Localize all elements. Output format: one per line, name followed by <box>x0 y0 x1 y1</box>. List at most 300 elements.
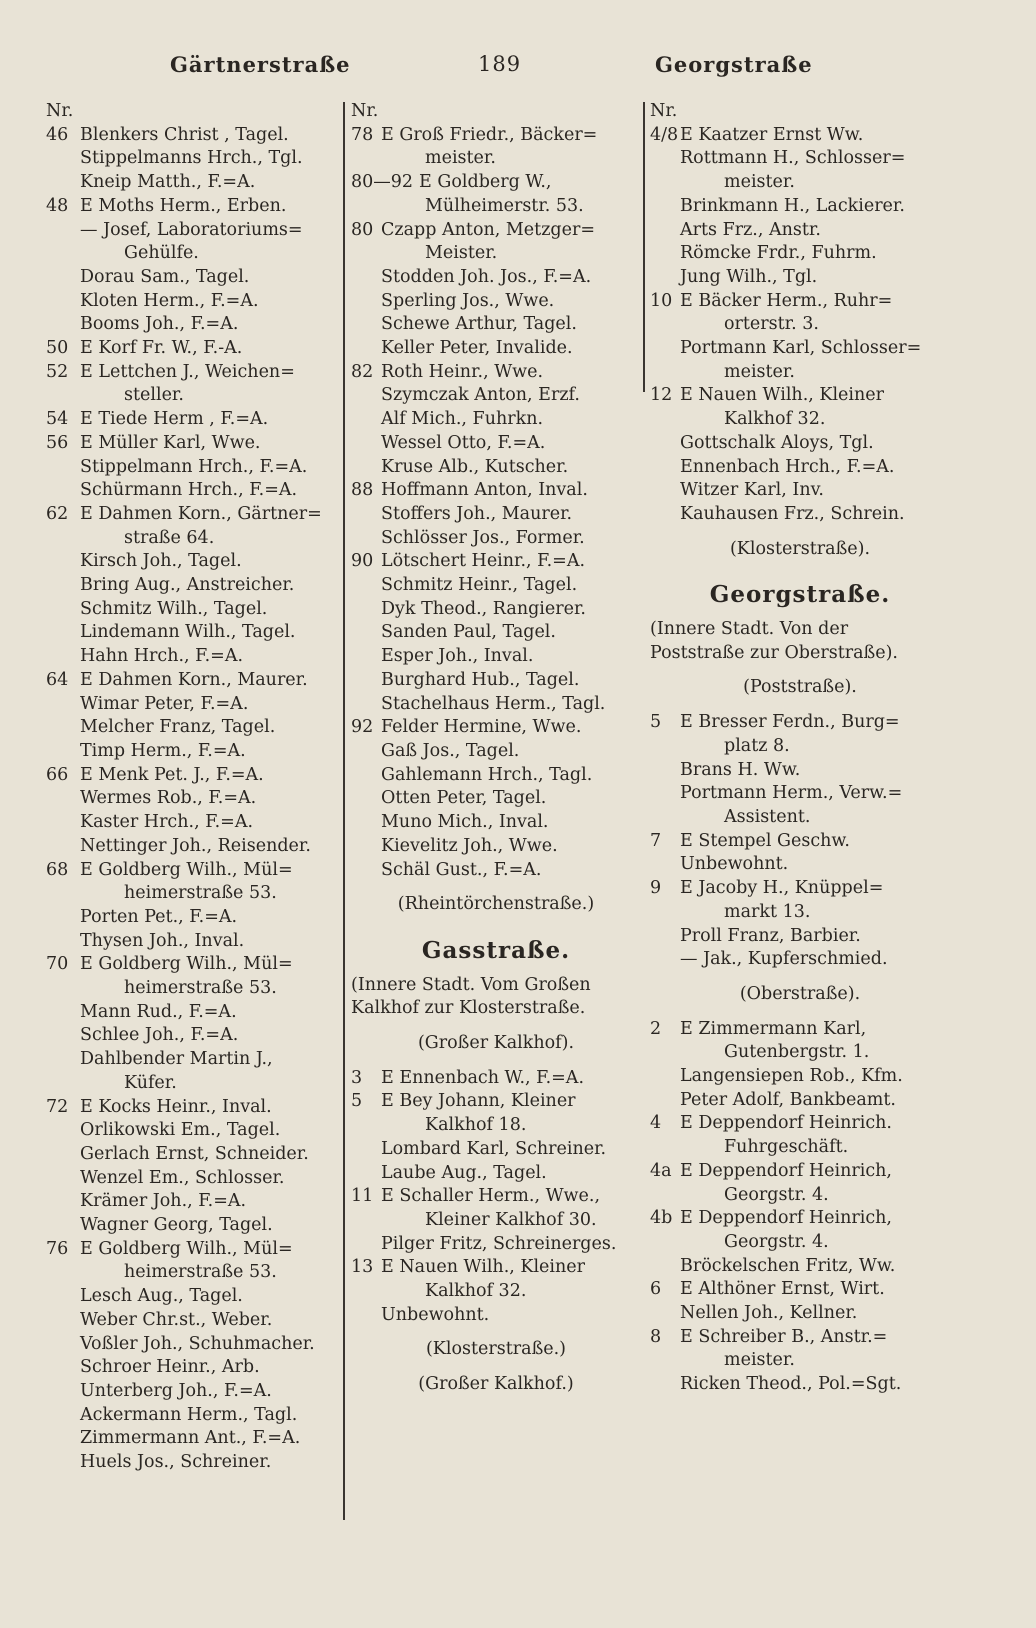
house-number <box>650 1302 680 1326</box>
house-number <box>46 1309 80 1333</box>
list-item <box>351 598 641 622</box>
list-item <box>351 195 641 219</box>
resident-entry: Orlikowski Em., Tagel. <box>80 1120 281 1141</box>
resident-entry: Keller Peter, Invalide. <box>381 338 573 359</box>
house-number <box>46 882 80 906</box>
resident-entry: E Lettchen J., Weichen= <box>80 361 295 382</box>
list-item <box>351 337 641 361</box>
list-item <box>46 100 340 124</box>
spacer <box>351 882 641 893</box>
resident-entry: E Ennenbach W., F.=A. <box>381 1067 585 1088</box>
house-number <box>650 503 680 527</box>
house-number <box>46 1190 80 1214</box>
resident-entry: E Nauen Wilh., Kleiner <box>680 385 884 406</box>
resident-entry: Kalkhof 32. <box>425 1281 527 1302</box>
resident-entry: Stippelmann Hrch., F.=A. <box>80 456 308 477</box>
house-number <box>650 432 680 456</box>
resident-entry: meister. <box>724 1350 795 1371</box>
list-item <box>46 195 340 219</box>
resident-entry: E Groß Friedr., Bäcker= <box>381 124 598 145</box>
list-item <box>650 171 950 195</box>
house-number: 68 <box>46 859 69 880</box>
list-item <box>650 1373 950 1397</box>
resident-entry: Roth Heinr., Wwe. <box>381 361 544 382</box>
list-item <box>351 384 641 408</box>
resident-entry: E Deppendorf Heinrich, <box>680 1208 892 1229</box>
house-number <box>351 574 381 598</box>
house-number <box>46 977 80 1001</box>
column-rule-right <box>643 102 645 392</box>
house-number <box>351 313 381 337</box>
list-item <box>46 361 340 385</box>
house-number <box>650 266 680 290</box>
resident-entry: Huels Jos., Schreiner. <box>80 1452 272 1473</box>
resident-entry: Wermes Rob., F.=A. <box>80 788 257 809</box>
list-item <box>351 266 641 290</box>
house-number: 82 <box>351 361 374 382</box>
list-item <box>46 384 340 408</box>
house-number: 7 <box>650 830 662 851</box>
resident-entry: Witzer Karl, Inv. <box>680 480 824 501</box>
list-item <box>46 621 340 645</box>
resident-entry: Gerlach Ernst, Schneider. <box>80 1143 309 1164</box>
resident-entry: Hahn Hrch., F.=A. <box>80 646 244 667</box>
list-item <box>46 266 340 290</box>
house-number <box>46 716 80 740</box>
house-number <box>46 1356 80 1380</box>
list-item <box>650 1160 950 1184</box>
list-item <box>46 1380 340 1404</box>
list-item <box>650 1065 950 1089</box>
resident-entry: Kaster Hrch., F.=A. <box>80 812 254 833</box>
house-number <box>351 1162 381 1186</box>
resident-entry: Zimmermann Ant., F.=A. <box>80 1428 301 1449</box>
house-number <box>650 759 680 783</box>
resident-entry: E Moths Herm., Erben. <box>80 195 287 216</box>
list-item <box>650 1018 950 1042</box>
list-item <box>46 787 340 811</box>
house-number <box>650 479 680 503</box>
list-item <box>46 740 340 764</box>
list-item <box>351 171 641 195</box>
house-number <box>650 195 680 219</box>
list-item <box>46 1001 340 1025</box>
list-item <box>46 1119 340 1143</box>
house-number <box>46 1380 80 1404</box>
list-item <box>650 711 950 735</box>
resident-entry: steller. <box>124 385 184 406</box>
column-3 <box>650 100 950 1397</box>
resident-entry: Mann Rud., F.=A. <box>80 1001 237 1022</box>
list-item <box>650 290 950 314</box>
resident-entry: Lombard Karl, Schreiner. <box>381 1138 607 1159</box>
resident-entry: E Kocks Heinr., Inval. <box>80 1096 272 1117</box>
house-number <box>650 806 680 830</box>
resident-entry: Schürmann Hrch., F.=A. <box>80 480 298 501</box>
house-number <box>46 906 80 930</box>
list-item <box>650 266 950 290</box>
resident-entry: Meister. <box>425 243 498 264</box>
house-number <box>46 527 80 551</box>
list-item <box>351 645 641 669</box>
house-number <box>46 384 80 408</box>
spacer <box>650 607 950 618</box>
house-number: 3 <box>351 1067 363 1088</box>
house-number <box>351 456 381 480</box>
house-number <box>650 1065 680 1089</box>
resident-entry: E Deppendorf Heinrich, <box>680 1160 892 1181</box>
resident-entry: Lötschert Heinr., F.=A. <box>381 551 586 572</box>
resident-entry: Gahlemann Hrch., Tagl. <box>381 764 593 785</box>
resident-entry: Mülheimerstr. 53. <box>425 195 584 216</box>
house-number: 88 <box>351 480 374 501</box>
resident-entry: E Althöner Ernst, Wirt. <box>680 1279 885 1300</box>
resident-entry: Ennenbach Hrch., F.=A. <box>680 456 895 477</box>
house-number <box>650 901 680 925</box>
list-item <box>650 806 950 830</box>
resident-entry: Portmann Karl, Schlosser= <box>680 338 922 359</box>
cross-street: (Klosterstraße). <box>729 538 871 559</box>
list-item <box>351 408 641 432</box>
resident-entry: Lindemann Wilh., Tagel. <box>80 622 296 643</box>
house-number: 4a <box>650 1160 672 1181</box>
house-number <box>351 384 381 408</box>
list-item <box>650 195 950 219</box>
list-item <box>46 503 340 527</box>
house-number: 90 <box>351 551 374 572</box>
list-item <box>650 759 950 783</box>
list-item <box>46 1048 340 1072</box>
house-number <box>351 147 381 171</box>
house-number <box>46 1451 80 1475</box>
list-item <box>351 550 641 574</box>
spacer <box>351 1056 641 1067</box>
list-item <box>351 479 641 503</box>
list-item <box>46 1261 340 1285</box>
list-item <box>46 1238 340 1262</box>
house-number: 50 <box>46 338 69 359</box>
list-item <box>351 693 641 717</box>
house-number <box>351 835 381 859</box>
list-item <box>351 1114 641 1138</box>
list-item <box>46 574 340 598</box>
house-number <box>46 550 80 574</box>
list-item <box>650 1112 950 1136</box>
resident-entry: E Müller Karl, Wwe. <box>80 432 261 453</box>
resident-entry: Gaß Jos., Tagel. <box>381 740 520 761</box>
house-number <box>46 1285 80 1309</box>
section-description: (Innere Stadt. Von der <box>650 619 849 640</box>
house-number <box>650 1041 680 1065</box>
list-item <box>650 361 950 385</box>
list-item <box>351 764 641 788</box>
resident-entry: Pilger Fritz, Schreinerges. <box>381 1233 617 1254</box>
resident-entry: Jung Wilh., Tgl. <box>680 266 818 287</box>
list-item <box>351 1185 641 1209</box>
house-number <box>650 171 680 195</box>
list-item <box>46 835 340 859</box>
resident-entry: Schroer Heinr., Arb. <box>80 1357 260 1378</box>
house-number <box>46 1143 80 1167</box>
resident-entry <box>680 100 950 124</box>
house-number: 4/8 <box>650 124 679 145</box>
house-number <box>351 598 381 622</box>
house-number: 8 <box>650 1326 662 1347</box>
list-item <box>351 1209 641 1233</box>
list-item <box>650 1041 950 1065</box>
house-number <box>46 171 80 195</box>
house-number <box>351 811 381 835</box>
resident-entry: Brans H. Ww. <box>680 759 801 780</box>
house-number <box>351 1280 381 1304</box>
house-number: 5 <box>351 1091 363 1112</box>
house-number: 6 <box>650 1279 662 1300</box>
resident-entry: orterstr. 3. <box>724 314 819 335</box>
list-item <box>46 147 340 171</box>
list-item <box>351 835 641 859</box>
resident-entry: heimerstraße 53. <box>124 883 277 904</box>
section-heading: Georgstraße. <box>709 581 891 609</box>
house-number <box>650 1373 680 1397</box>
list-item <box>351 361 641 385</box>
house-number <box>46 621 80 645</box>
house-number: 92 <box>351 717 374 738</box>
house-number <box>351 1138 381 1162</box>
house-number: Nr. <box>46 101 74 121</box>
resident-entry: Peter Adolf, Bankbeamt. <box>680 1089 896 1110</box>
resident-entry: Kloten Herm., F.=A. <box>80 290 259 311</box>
list-item <box>46 811 340 835</box>
resident-entry <box>381 100 641 124</box>
list-item <box>46 242 340 266</box>
list-item <box>650 503 950 527</box>
list-item <box>46 1333 340 1357</box>
resident-entry: Wagner Georg, Tagel. <box>80 1215 273 1236</box>
resident-entry: Dorau Sam., Tagel. <box>80 266 250 287</box>
cross-street: (Rheintörchenstraße.) <box>397 894 595 915</box>
list-item <box>46 1072 340 1096</box>
resident-entry: Schlee Joh., F.=A. <box>80 1025 239 1046</box>
resident-entry: Assistent. <box>724 806 811 827</box>
list-item <box>46 645 340 669</box>
resident-entry: Stodden Joh. Jos., F.=A. <box>381 266 592 287</box>
page-number: 189 <box>478 52 522 76</box>
resident-entry: — Jak., Kupferschmied. <box>680 949 888 970</box>
resident-entry: Alf Mich., Fuhrkn. <box>381 409 544 430</box>
list-item <box>351 290 641 314</box>
house-number: 56 <box>46 432 69 453</box>
list-item <box>650 1136 950 1160</box>
list-item <box>650 830 950 854</box>
cross-street: (Klosterstraße.) <box>425 1339 567 1360</box>
list-item <box>351 147 641 171</box>
list-item <box>46 171 340 195</box>
list-item <box>351 100 641 124</box>
list-item <box>351 1233 641 1257</box>
house-number <box>351 266 381 290</box>
house-number <box>46 313 80 337</box>
list-item <box>351 574 641 598</box>
house-number <box>650 147 680 171</box>
house-number: 4b <box>650 1208 673 1229</box>
cross-street: (Großer Kalkhof.) <box>418 1374 574 1395</box>
resident-entry: meister. <box>425 148 496 169</box>
resident-entry: Unbewohnt. <box>680 854 789 875</box>
list-item <box>46 550 340 574</box>
list-item <box>650 337 950 361</box>
resident-entry: E Bresser Ferdn., Burg= <box>680 712 900 733</box>
resident-entry: Kneip Matth., F.=A. <box>80 172 256 193</box>
resident-entry: Ackermann Herm., Tagl. <box>80 1404 298 1425</box>
house-number: Nr. <box>351 101 379 121</box>
list-item <box>650 948 950 972</box>
resident-entry: E Deppendorf Heinrich. <box>680 1113 892 1134</box>
resident-entry: E Korf Fr. W., F.-A. <box>80 338 243 359</box>
house-number: 9 <box>650 878 662 899</box>
list-item <box>650 735 950 759</box>
list-item <box>46 1285 340 1309</box>
column-rule-left <box>343 102 345 1520</box>
house-number <box>650 337 680 361</box>
list-item <box>351 1256 641 1280</box>
list-item <box>351 669 641 693</box>
house-number <box>46 835 80 859</box>
resident-entry: Bröckelschen Fritz, Ww. <box>680 1255 896 1276</box>
house-number <box>46 1333 80 1357</box>
resident-entry: Ricken Theod., Pol.=Sgt. <box>680 1374 902 1395</box>
resident-entry: Lesch Aug., Tagel. <box>80 1286 243 1307</box>
resident-entry: Fuhrgeschäft. <box>724 1137 849 1158</box>
resident-entry: Gutenbergstr. 1. <box>724 1042 870 1063</box>
resident-entry: Proll Franz, Barbier. <box>680 925 861 946</box>
list-item <box>46 764 340 788</box>
list-item <box>46 1096 340 1120</box>
list-item <box>46 479 340 503</box>
house-number <box>650 408 680 432</box>
house-number <box>46 645 80 669</box>
resident-entry: Hoffmann Anton, Inval. <box>381 480 588 501</box>
section-description: Poststraße zur Oberstraße). <box>650 642 898 663</box>
list-item <box>650 925 950 949</box>
house-number <box>650 1349 680 1373</box>
house-number <box>650 925 680 949</box>
house-number <box>351 669 381 693</box>
resident-entry: Stoffers Joh., Maurer. <box>381 503 573 524</box>
resident-entry: Kirsch Joh., Tagel. <box>80 551 242 572</box>
house-number: 52 <box>46 361 69 382</box>
house-number <box>46 1024 80 1048</box>
list-item <box>351 1280 641 1304</box>
house-number <box>351 693 381 717</box>
resident-entry: E Schreiber B., Anstr.= <box>680 1326 888 1347</box>
resident-entry: E Menk Pet. J., F.=A. <box>80 764 264 785</box>
list-item <box>650 1326 950 1350</box>
list-item <box>650 242 950 266</box>
list-item <box>46 1024 340 1048</box>
house-number: 72 <box>46 1096 69 1117</box>
list-item <box>351 527 641 551</box>
resident-entry: E Zimmermann Karl, <box>680 1018 867 1039</box>
list-item <box>650 1089 950 1113</box>
list-item <box>650 313 950 337</box>
list-item <box>46 456 340 480</box>
resident-entry: E Stempel Geschw. <box>680 830 850 851</box>
list-item <box>46 219 340 243</box>
house-number <box>650 242 680 266</box>
house-number <box>351 290 381 314</box>
list-item <box>46 930 340 954</box>
house-number <box>650 1089 680 1113</box>
spacer <box>650 1007 950 1018</box>
house-number: 12 <box>650 385 673 406</box>
house-number: 80—92 <box>351 172 414 193</box>
house-number: 80 <box>351 219 374 240</box>
list-item <box>46 669 340 693</box>
spacer <box>351 963 641 974</box>
list-item <box>46 1143 340 1167</box>
list-item <box>650 1255 950 1279</box>
list-item <box>351 219 641 243</box>
list-item <box>650 408 950 432</box>
section-heading: Gasstraße. <box>421 936 571 964</box>
list-item <box>351 1067 641 1091</box>
house-number <box>46 787 80 811</box>
resident-entry: Weber Chr.st., Weber. <box>80 1309 273 1330</box>
cross-street: (Poststraße). <box>743 677 857 698</box>
list-item <box>650 219 950 243</box>
house-number <box>46 479 80 503</box>
list-item <box>46 598 340 622</box>
house-number <box>351 740 381 764</box>
house-number <box>46 1167 80 1191</box>
house-number <box>650 782 680 806</box>
list-item <box>46 290 340 314</box>
resident-entry: Burghard Hub., Tagel. <box>381 669 580 690</box>
resident-entry: Wenzel Em., Schlosser. <box>80 1167 285 1188</box>
house-number <box>351 1114 381 1138</box>
resident-entry: Gottschalk Aloys, Tgl. <box>680 432 874 453</box>
list-item <box>351 456 641 480</box>
resident-entry: Otten Peter, Tagel. <box>381 788 547 809</box>
house-number <box>46 219 80 243</box>
list-item <box>46 124 340 148</box>
resident-entry: Sperling Jos., Wwe. <box>381 290 555 311</box>
house-number: 76 <box>46 1238 69 1259</box>
house-number <box>46 598 80 622</box>
resident-entry: Sanden Paul, Tagel. <box>381 622 556 643</box>
house-number: Nr. <box>650 101 678 121</box>
house-number <box>46 1404 80 1428</box>
resident-entry: Czapp Anton, Metzger= <box>381 219 595 240</box>
list-item <box>351 124 641 148</box>
resident-entry: E Tiede Herm , F.=A. <box>80 409 269 430</box>
house-number: 5 <box>650 712 662 733</box>
resident-entry: Römcke Frdr., Fuhrm. <box>680 243 877 264</box>
cross-street: (Großer Kalkhof). <box>417 1033 575 1054</box>
column-2 <box>351 100 641 1397</box>
resident-entry: Nettinger Joh., Reisender. <box>80 835 311 856</box>
resident-entry: Booms Joh., F.=A. <box>80 314 239 335</box>
house-number <box>351 527 381 551</box>
list-item <box>650 1278 950 1302</box>
section-description: (Innere Stadt. Vom Großen <box>351 974 591 995</box>
list-item <box>351 811 641 835</box>
list-item <box>46 977 340 1001</box>
resident-entry: Brinkmann H., Lackierer. <box>680 195 905 216</box>
list-item <box>46 1214 340 1238</box>
house-number <box>46 1119 80 1143</box>
list-item <box>650 100 950 124</box>
